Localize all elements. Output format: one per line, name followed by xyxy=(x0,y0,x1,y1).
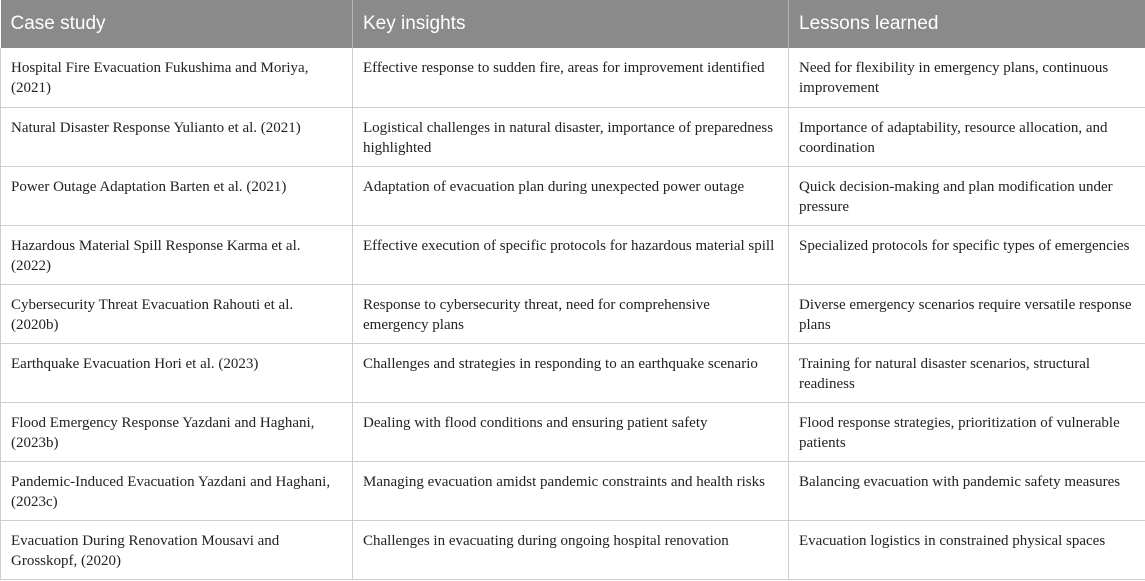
table-row xyxy=(1,520,1145,579)
case-study-cell: Flood Emergency Response Yazdani and Haghani, (2023b) xyxy=(1,402,353,461)
key-insights-cell: Adaptation of evacuation plan during unexpected power outage xyxy=(353,166,789,225)
table-row xyxy=(1,166,1145,225)
case-study-cell: Evacuation During Renovation Mousavi and Grosskopf, (2020) xyxy=(1,520,353,579)
lessons-learned-cell: Balancing evacuation with pandemic safety measures xyxy=(789,461,1145,520)
header-lessons-learned: Lessons learned xyxy=(789,0,1145,48)
lessons-learned-cell: Flood response strategies, prioritization of vulnerable patients xyxy=(789,402,1145,461)
key-insights-cell: Dealing with flood conditions and ensuring patient safety xyxy=(353,402,789,461)
lessons-learned-cell: Diverse emergency scenarios require versatile response plans xyxy=(789,284,1145,343)
table-row xyxy=(1,107,1145,166)
table-header xyxy=(1,0,1145,48)
lessons-learned-cell: Importance of adaptability, resource allocation, and coordination xyxy=(789,107,1145,166)
case-study-cell: Hospital Fire Evacuation Fukushima and Moriya, (2021) xyxy=(1,48,353,107)
table-row xyxy=(1,284,1145,343)
key-insights-cell: Challenges in evacuating during ongoing hospital renovation xyxy=(353,520,789,579)
header-case-study: Case study xyxy=(1,0,353,48)
lessons-learned-cell: Need for flexibility in emergency plans, continuous improvement xyxy=(789,48,1145,107)
lessons-learned-cell: Quick decision-making and plan modification under pressure xyxy=(789,166,1145,225)
key-insights-cell: Effective response to sudden fire, areas for improvement identified xyxy=(353,48,789,107)
table-body xyxy=(1,48,1145,579)
case-study-cell: Natural Disaster Response Yulianto et al. (2021) xyxy=(1,107,353,166)
key-insights-cell: Effective execution of specific protocols for hazardous material spill xyxy=(353,225,789,284)
table-row xyxy=(1,461,1145,520)
case-study-cell: Earthquake Evacuation Hori et al. (2023) xyxy=(1,343,353,402)
case-study-cell: Pandemic-Induced Evacuation Yazdani and Haghani, (2023c) xyxy=(1,461,353,520)
header-row xyxy=(1,0,1145,48)
table-row xyxy=(1,48,1145,107)
table-row xyxy=(1,402,1145,461)
header-key-insights: Key insights xyxy=(353,0,789,48)
lessons-learned-cell: Specialized protocols for specific types of emergencies xyxy=(789,225,1145,284)
key-insights-cell: Challenges and strategies in responding to an earthquake scenario xyxy=(353,343,789,402)
case-study-cell: Power Outage Adaptation Barten et al. (2021) xyxy=(1,166,353,225)
key-insights-cell: Logistical challenges in natural disaster, importance of preparedness highlighted xyxy=(353,107,789,166)
lessons-learned-cell: Training for natural disaster scenarios, structural readiness xyxy=(789,343,1145,402)
case-study-cell: Hazardous Material Spill Response Karma et al. (2022) xyxy=(1,225,353,284)
key-insights-cell: Response to cybersecurity threat, need for comprehensive emergency plans xyxy=(353,284,789,343)
table-row xyxy=(1,343,1145,402)
table-row xyxy=(1,225,1145,284)
key-insights-cell: Managing evacuation amidst pandemic constraints and health risks xyxy=(353,461,789,520)
case-study-cell: Cybersecurity Threat Evacuation Rahouti et al. (2020b) xyxy=(1,284,353,343)
lessons-learned-cell: Evacuation logistics in constrained physical spaces xyxy=(789,520,1145,579)
